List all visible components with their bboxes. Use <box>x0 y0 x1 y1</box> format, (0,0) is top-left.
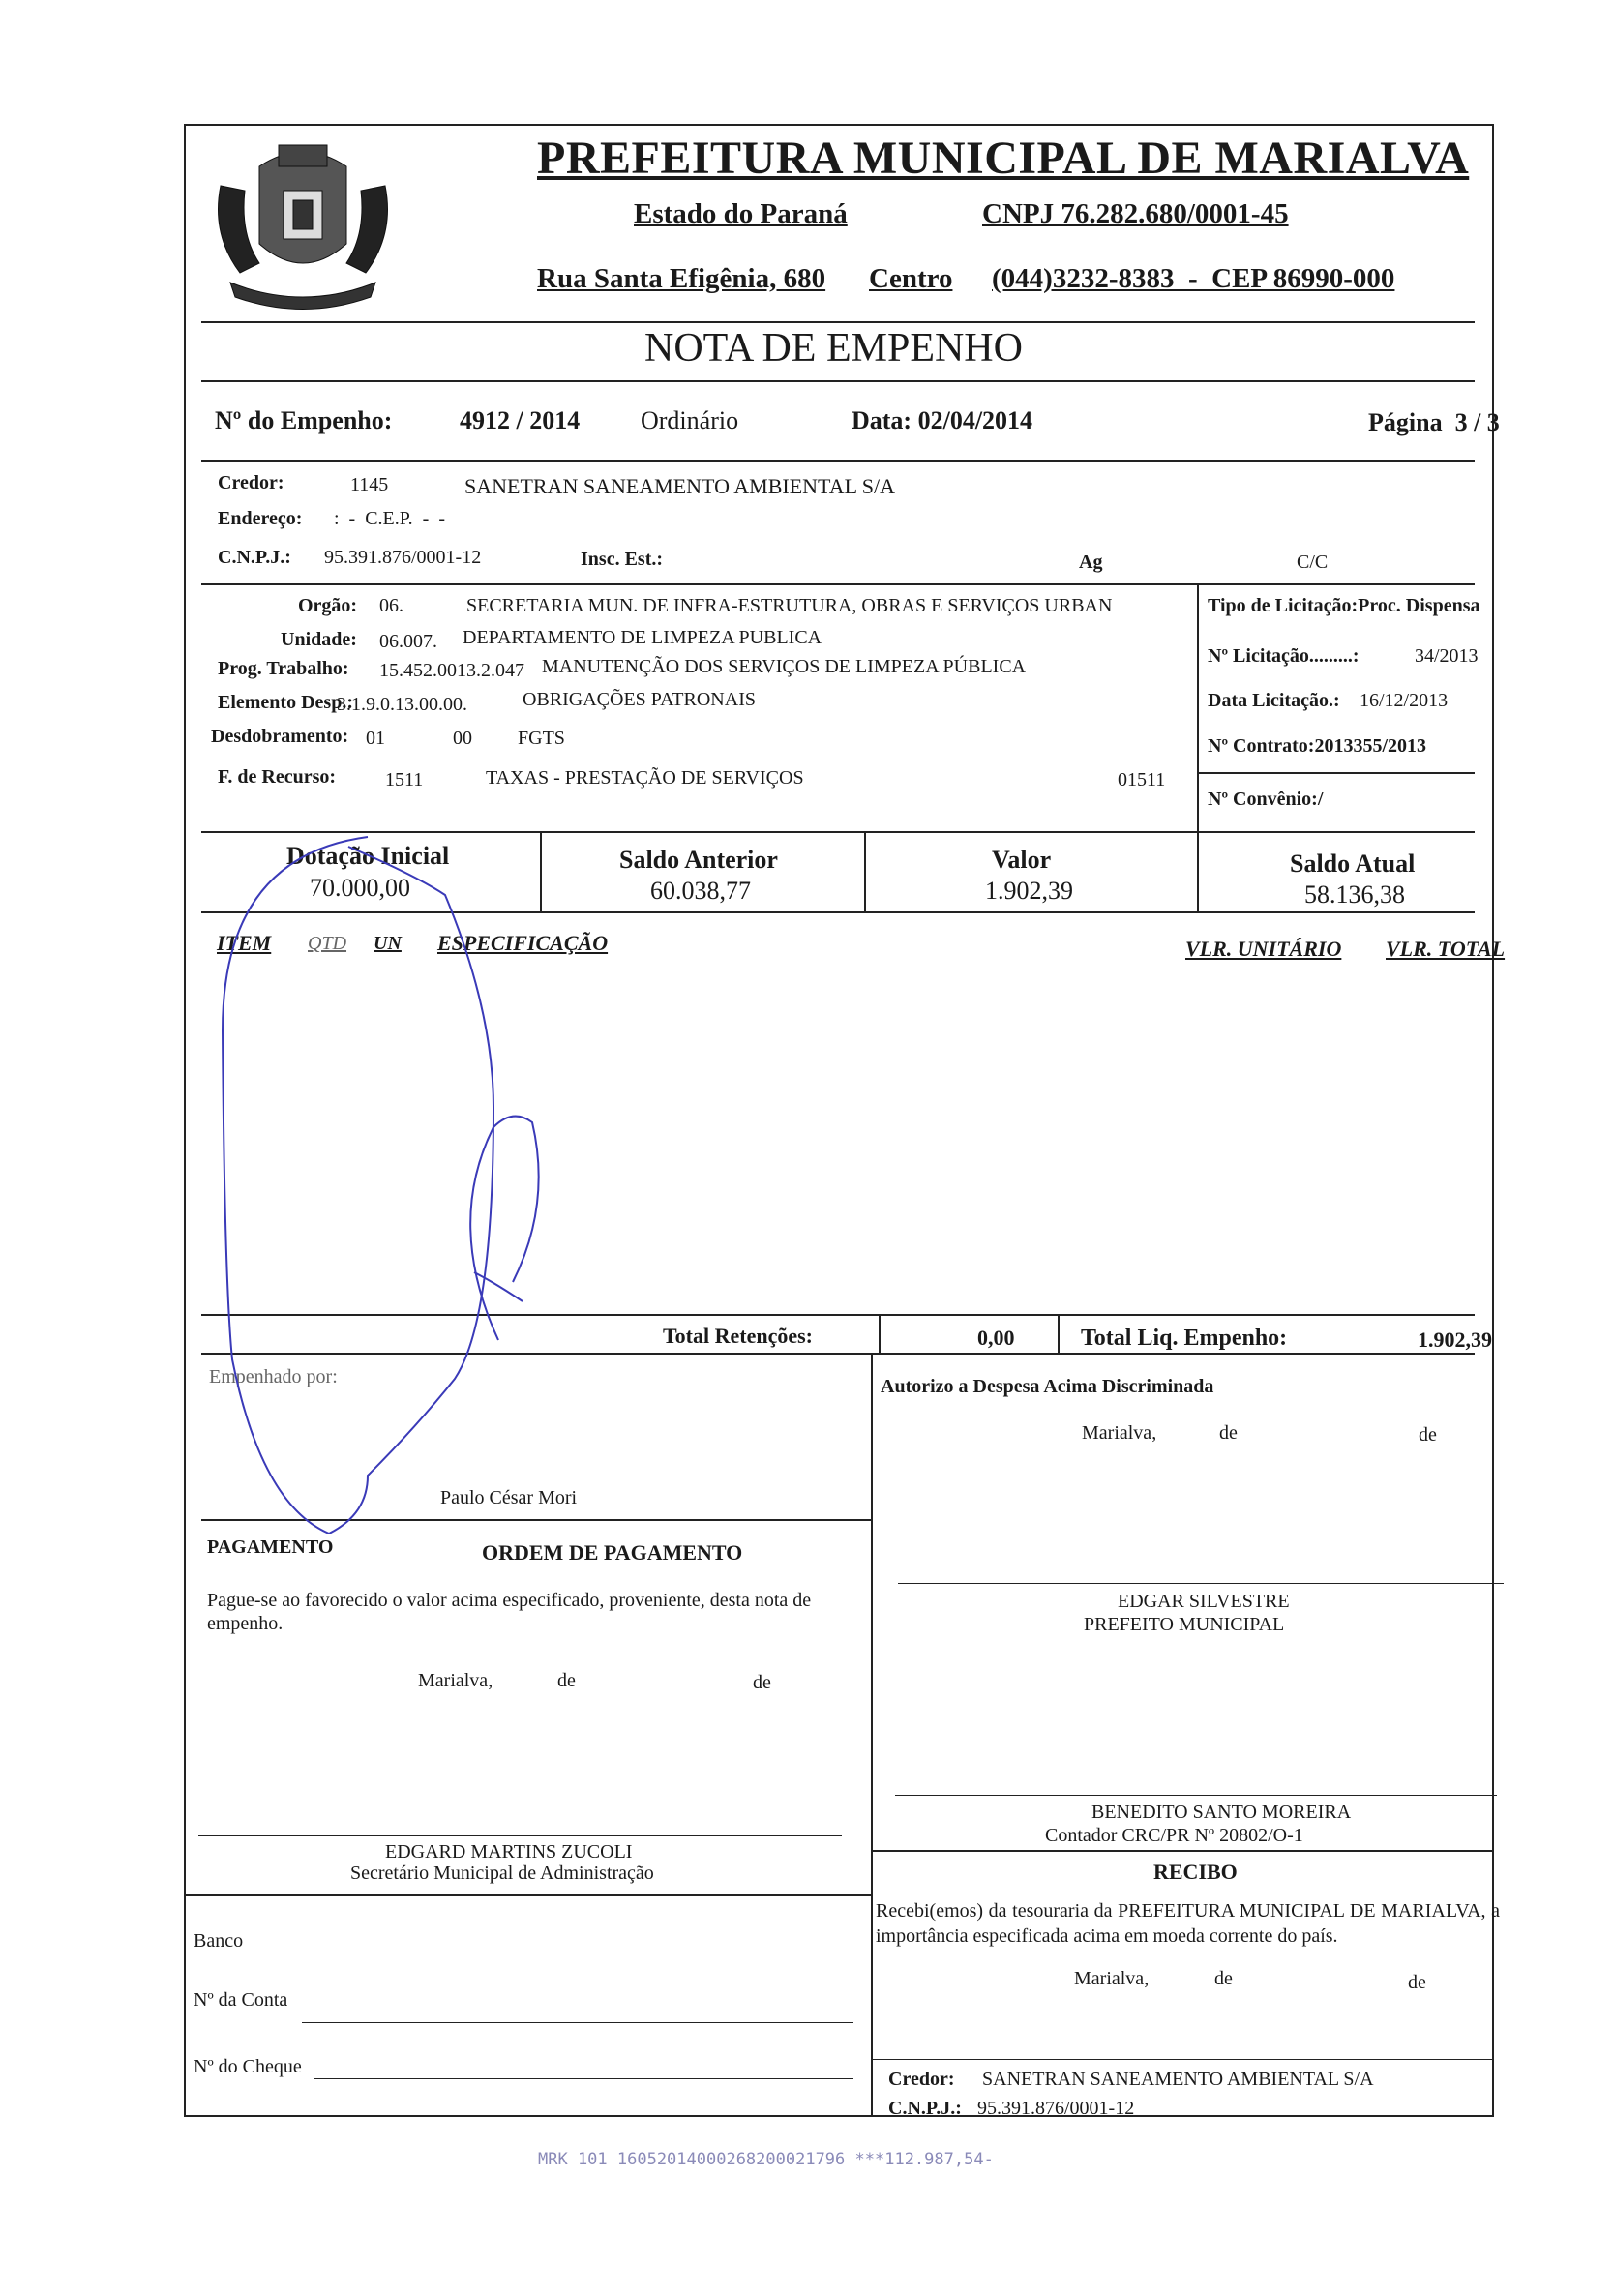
footer-code: MRK 101 16052014000268200021796 ***112.987,54- <box>538 2150 994 2169</box>
prog-code: 15.452.0013.2.047 <box>379 660 524 681</box>
recibo-title: RECIBO <box>1153 1860 1238 1884</box>
recurso-number: 01511 <box>1118 769 1166 790</box>
divider <box>879 1314 881 1353</box>
pagamento-de1: de <box>557 1670 576 1691</box>
valor-label: Valor <box>992 846 1052 874</box>
pagamento-de2: de <box>753 1672 771 1693</box>
endereco-label: Endereço: <box>218 508 303 529</box>
desdobramento-code: 01 <box>366 728 385 749</box>
divider <box>201 321 1475 323</box>
elemento-code: 3.1.9.0.13.00.00. <box>337 694 467 715</box>
col-qtd: QTD <box>308 933 347 954</box>
credor-name: SANETRAN SANEAMENTO AMBIENTAL S/A <box>464 474 895 498</box>
recibo-cnpj-label: C.N.P.J.: <box>888 2098 962 2119</box>
divider <box>184 1894 871 1896</box>
orgao-code: 06. <box>379 595 404 616</box>
cheque-label: Nº do Cheque <box>194 2056 302 2077</box>
divider <box>201 911 1475 913</box>
divider <box>871 1353 873 2117</box>
col-vlr-unitario: VLR. UNITÁRIO <box>1185 937 1342 961</box>
elemento-label: Elemento Desp.: <box>218 692 353 713</box>
state-label: Estado do Paraná <box>634 198 848 229</box>
prog-label: Prog. Trabalho: <box>218 658 349 679</box>
divider <box>1197 831 1199 911</box>
address-label: Rua Santa Efigênia, 680 <box>537 263 826 294</box>
recibo-de1: de <box>1214 1968 1233 1989</box>
pagamento-label: PAGAMENTO <box>207 1536 334 1558</box>
conta-label: Nº da Conta <box>194 1989 288 2011</box>
coat-of-arms-logo <box>201 128 404 316</box>
signature-line <box>898 1583 1504 1584</box>
divider <box>201 1353 1475 1355</box>
divider <box>1197 772 1475 774</box>
empenho-type: Ordinário <box>641 406 739 434</box>
saldo-anterior-value: 60.038,77 <box>650 877 751 905</box>
ag-label: Ag <box>1079 552 1103 573</box>
signature-line <box>895 1795 1497 1796</box>
saldo-anterior-label: Saldo Anterior <box>619 846 778 874</box>
conta-line <box>302 2022 853 2023</box>
dotacao-label: Dotação Inicial <box>286 842 450 870</box>
empenho-label: Nº do Empenho: <box>215 406 393 434</box>
ordem-pagamento-title: ORDEM DE PAGAMENTO <box>482 1540 743 1565</box>
cc-label: C/C <box>1297 552 1329 573</box>
pagamento-city: Marialva, <box>418 1670 493 1691</box>
contador-role: Contador CRC/PR Nº 20802/O-1 <box>1045 1825 1303 1846</box>
insc-label: Insc. Est.: <box>581 549 664 570</box>
empenhado-name: Paulo César Mori <box>440 1487 578 1508</box>
tipo-licitacao: Tipo de Licitação:Proc. Dispensa <box>1208 595 1480 616</box>
col-un: UN <box>374 933 402 954</box>
contrato-label: Nº Contrato:2013355/2013 <box>1208 735 1427 757</box>
empenhado-label: Empenhado por: <box>209 1366 338 1387</box>
recibo-credor-label: Credor: <box>888 2069 955 2090</box>
recurso-name: TAXAS - PRESTAÇÃO DE SERVIÇOS <box>486 767 804 789</box>
cnpj-credor-value: 95.391.876/0001-12 <box>324 547 482 568</box>
prefeito-role: PREFEITO MUNICIPAL <box>1084 1614 1285 1635</box>
recibo-credor-name: SANETRAN SANEAMENTO AMBIENTAL S/A <box>982 2069 1374 2090</box>
prefeito-name: EDGAR SILVESTRE <box>1118 1591 1290 1612</box>
secretario-role: Secretário Municipal de Administração <box>350 1863 654 1884</box>
elemento-name: OBRIGAÇÕES PATRONAIS <box>523 689 756 710</box>
prog-name: MANUTENÇÃO DOS SERVIÇOS DE LIMPEZA PÚBLICA <box>542 656 1027 677</box>
total-retencoes-value: 0,00 <box>977 1326 1015 1350</box>
col-vlr-total: VLR. TOTAL <box>1386 937 1506 961</box>
orgao-name: SECRETARIA MUN. DE INFRA-ESTRUTURA, OBRAS E SERVIÇOS URBAN <box>466 595 1113 616</box>
unidade-name: DEPARTAMENTO DE LIMPEZA PUBLICA <box>463 627 822 648</box>
orgao-label: Orgão: <box>298 595 358 616</box>
page-number: Página 3 / 3 <box>1368 408 1500 436</box>
divider <box>201 380 1475 382</box>
recibo-text: Recebi(emos) da tesouraria da PREFEITURA MUNICIPAL DE MARIALVA, a importância especificada acima em moeda corrente do país. <box>876 1900 1500 1947</box>
page-title: PREFEITURA MUNICIPAL DE MARIALVA <box>537 133 1470 184</box>
divider <box>1197 583 1199 831</box>
credor-label: Credor: <box>218 472 284 493</box>
total-liquido-value: 1.902,39 <box>1418 1327 1492 1352</box>
desdobramento-name: FGTS <box>518 728 565 749</box>
divider <box>201 1519 871 1521</box>
divider <box>1058 1314 1060 1353</box>
pagamento-text: Pague-se ao favorecido o valor acima especificado, proveniente, desta nota de empenho. <box>207 1590 812 1634</box>
divider <box>871 1850 1494 1852</box>
numero-licitacao-label: Nº Licitação.........: <box>1208 645 1360 667</box>
divider <box>201 460 1475 462</box>
autorizo-title: Autorizo a Despesa Acima Discriminada <box>881 1376 1214 1397</box>
cnpj-credor-label: C.N.P.J.: <box>218 547 291 568</box>
secretario-name: EDGARD MARTINS ZUCOLI <box>385 1841 633 1863</box>
total-retencoes-label: Total Retenções: <box>663 1324 813 1348</box>
divider <box>864 831 866 911</box>
saldo-atual-value: 58.136,38 <box>1304 880 1405 909</box>
desdobramento-label: Desdobramento: <box>211 726 349 747</box>
unidade-label: Unidade: <box>281 629 357 650</box>
credor-code: 1145 <box>350 474 389 495</box>
document-title: NOTA DE EMPENHO <box>644 326 1023 371</box>
divider <box>540 831 542 911</box>
recibo-de2: de <box>1408 1972 1426 1993</box>
desdobramento-sub: 00 <box>453 728 472 749</box>
autorizo-de1: de <box>1219 1422 1238 1444</box>
district-label: Centro <box>869 263 953 294</box>
cheque-line <box>314 2078 853 2079</box>
endereco-value: : - C.E.P. - - <box>334 508 445 529</box>
divider <box>201 831 1475 833</box>
total-liquido-label: Total Liq. Empenho: <box>1081 1326 1288 1351</box>
data-licitacao-label: Data Licitação.: <box>1208 690 1340 711</box>
valor-value: 1.902,39 <box>985 877 1073 905</box>
recurso-label: F. de Recurso: <box>218 766 337 788</box>
divider <box>871 2059 1494 2060</box>
recibo-cnpj: 95.391.876/0001-12 <box>977 2098 1135 2119</box>
recibo-city: Marialva, <box>1074 1968 1150 1989</box>
col-item: ITEM <box>217 931 272 955</box>
unidade-code: 06.007. <box>379 631 437 652</box>
divider <box>201 583 1475 585</box>
divider <box>201 1314 1475 1316</box>
contador-name: BENEDITO SANTO MOREIRA <box>1091 1802 1352 1823</box>
recurso-code: 1511 <box>385 769 424 790</box>
empenho-number: 4912 / 2014 <box>460 406 581 434</box>
banco-label: Banco <box>194 1930 244 1952</box>
phone-cep-label: (044)3232-8383 - CEP 86990-000 <box>992 263 1395 294</box>
col-especificacao: ESPECIFICAÇÃO <box>437 931 609 955</box>
autorizo-city: Marialva, <box>1082 1422 1157 1444</box>
empenho-date: Data: 02/04/2014 <box>852 406 1033 434</box>
data-licitacao: 16/12/2013 <box>1360 690 1449 711</box>
saldo-atual-label: Saldo Atual <box>1290 850 1416 878</box>
cnpj-label: CNPJ 76.282.680/0001-45 <box>982 198 1289 229</box>
numero-licitacao: 34/2013 <box>1415 645 1479 667</box>
convenio-label: Nº Convênio:/ <box>1208 789 1324 810</box>
dotacao-value: 70.000,00 <box>310 874 410 902</box>
signature-line <box>198 1835 842 1836</box>
autorizo-de2: de <box>1419 1424 1437 1446</box>
